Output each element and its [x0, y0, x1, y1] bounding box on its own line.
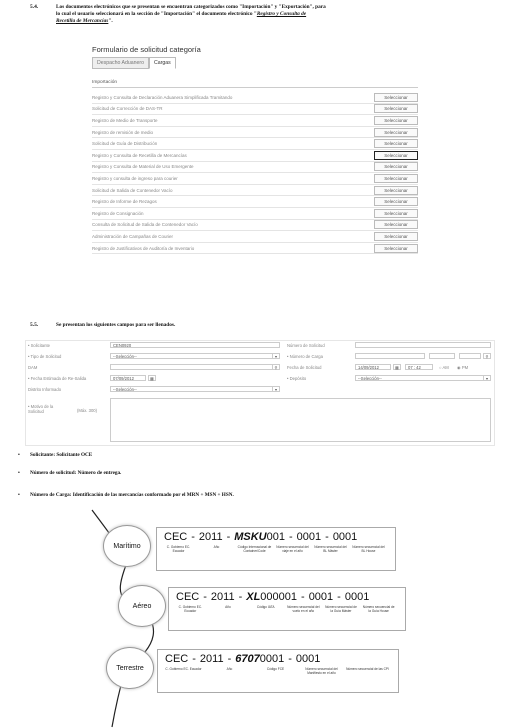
tab-despacho-aduanero[interactable]: Despacho Aduanero	[92, 57, 149, 69]
section-number-54: 5.4.	[30, 4, 39, 10]
document-type-label: Registro de Justificativos de Auditoría de Inventario	[92, 245, 195, 251]
list-item	[92, 150, 418, 162]
cargo-code-part: -	[192, 653, 196, 665]
motivo-textarea[interactable]	[110, 398, 491, 442]
cargo-code-part: 001	[266, 531, 285, 543]
cargo-code-caption: Código IATA	[256, 605, 275, 609]
document-type-label: Registro y Consulta de Material de Uso Emergente	[92, 164, 194, 170]
document-type-label: Registro de Informe de Rezagos	[92, 199, 157, 205]
pm-radio[interactable]: ◉ PM	[457, 365, 469, 370]
dam-field[interactable]	[110, 364, 280, 370]
solicitante-label: • Solicitante	[28, 343, 50, 348]
select-button[interactable]: Seleccionar	[374, 174, 418, 183]
numero-carga-field-2[interactable]	[429, 353, 455, 359]
cargo-code-caption: Año	[226, 667, 233, 671]
cargo-code-part: 0001	[332, 531, 358, 543]
bullet-numero-carga: • Número de Carga: Identificación de las mercancías conformado por el MRN + MSN + HSN.	[18, 492, 234, 498]
list-item	[92, 127, 418, 139]
para-line-1: Los documentos electrónicos que se presentan se encuentran categorizados como "Importación" y "Exportación", para	[56, 4, 326, 10]
list-item	[92, 196, 418, 208]
document-type-label: Registro y Consulta de Recetilla de Mercancías	[92, 152, 187, 158]
bullet-numero-solicitud: • Número de solicitud: Número de entrega.	[18, 470, 122, 476]
cargo-code-part: -	[191, 531, 195, 543]
cargo-code-part: -	[325, 531, 329, 543]
transport-mode-label: Terrestre	[106, 647, 154, 689]
numero-carga-field-3[interactable]	[459, 353, 481, 359]
list-item	[92, 185, 418, 197]
cargo-code	[176, 591, 369, 603]
cargo-code-part: 0001	[296, 531, 322, 543]
cargo-code	[165, 653, 320, 665]
fecha-solicitud-field[interactable]: 14/09/2012	[355, 364, 391, 370]
document-type-label: Solicitud de Corrección de DAS-TR	[92, 106, 163, 112]
cargo-code-part: -	[301, 591, 305, 603]
cargo-code-part: 6707	[235, 653, 260, 665]
numero-solicitud-label: Número de Solicitud	[287, 343, 325, 348]
cargo-code-part: CEC	[165, 653, 189, 665]
cargo-code-part: -	[203, 591, 207, 603]
cargo-number-diagram	[0, 505, 508, 728]
cargo-code-part: 2011	[199, 653, 224, 665]
list-item	[92, 138, 418, 150]
tipo-solicitud-select[interactable]: --Selección--	[110, 353, 280, 359]
fecha-salida-label: • Fecha Estimada de Re-Salida	[28, 376, 87, 381]
cargo-code-caption: Número secuencial de las CPI	[346, 667, 389, 671]
calendar-icon[interactable]: ▦	[393, 364, 401, 370]
list-item	[92, 104, 418, 116]
deposito-select[interactable]: --Selección--	[355, 375, 491, 381]
section-55-text: Se presentan los siguientes campos para ser llenados.	[56, 322, 176, 328]
cargo-code-part: 0001	[344, 591, 370, 603]
cargo-code-caption: Número secuencial del BL House	[352, 545, 385, 553]
select-button[interactable]: Seleccionar	[374, 232, 418, 241]
list-item	[92, 115, 418, 127]
cargo-code-caption: Año	[213, 545, 220, 549]
search-icon[interactable]: ⚲	[272, 364, 280, 370]
para-line-3: Recetilla de Mercancías".	[56, 18, 113, 24]
request-form	[25, 340, 495, 446]
select-button[interactable]: Seleccionar	[374, 244, 418, 253]
motivo-label: • Motivo de la Solicitud	[28, 404, 54, 414]
document-type-label: Administración de Campañas de Courier	[92, 233, 174, 239]
deposito-label: • Depósito	[287, 376, 307, 381]
am-radio[interactable]: ○ AM	[439, 365, 449, 370]
select-button[interactable]: Seleccionar	[374, 151, 418, 160]
chevron-down-icon[interactable]: ▾	[272, 353, 280, 359]
fecha-salida-field[interactable]: 07/09/2012	[110, 375, 146, 381]
select-button[interactable]: Seleccionar	[374, 139, 418, 148]
distrito-select[interactable]: --Selección--	[110, 386, 280, 392]
document-type-label: Registro de Medio de Transporte	[92, 117, 158, 123]
list-item	[92, 220, 418, 232]
document-list	[92, 92, 418, 254]
list-item	[92, 92, 418, 104]
transport-mode-label: Marítimo	[103, 525, 151, 567]
document-type-label: Solicitud de Salida de Contenedor Vacío	[92, 187, 173, 193]
select-button[interactable]: Seleccionar	[374, 162, 418, 171]
cargo-code-caption: C. Gobierno EC. Ecuador	[166, 545, 191, 553]
section-importacion: Importación	[92, 80, 418, 88]
cargo-code-part: 2011	[210, 591, 235, 603]
cargo-code-caption: Código FCE	[266, 667, 285, 671]
numero-solicitud-field[interactable]	[355, 342, 491, 348]
cargo-code-part: -	[226, 531, 231, 543]
cargo-code-part: -	[238, 591, 243, 603]
document-type-label: Consulta de Solicitud de Salida de Contenedor Vacío	[92, 222, 198, 228]
bullet-solicitante: • Solicitante: Solicitante OCE	[18, 452, 93, 458]
select-button[interactable]: Seleccionar	[374, 128, 418, 137]
document-type-label: Registro de remisión de medio	[92, 129, 154, 135]
cargo-code-part: CEC	[176, 591, 200, 603]
chevron-down-icon[interactable]: ▾	[272, 386, 280, 392]
document-link[interactable]: Registro y Consulta de	[256, 11, 307, 17]
cargo-code-caption: Número secuencial del Manifiesto en el año	[305, 667, 338, 675]
document-type-label: Registro de Consignación	[92, 210, 144, 216]
cargo-code-part: -	[288, 653, 292, 665]
cargo-code-part: CEC	[164, 531, 188, 543]
cargo-code-caption: C. Gobierno EC. Ecuador	[165, 667, 202, 671]
cargo-code-part: 000001	[260, 591, 298, 603]
select-button[interactable]: Seleccionar	[374, 104, 418, 113]
select-button[interactable]: Seleccionar	[374, 93, 418, 102]
search-icon[interactable]: ⚲	[483, 353, 491, 359]
cargo-code-part: 0001	[308, 591, 334, 603]
cargo-code-part: -	[288, 531, 293, 543]
cargo-code-caption: Número secuencial de la Guía Máster	[325, 605, 357, 613]
cargo-code-caption: Número secuencial del vuelo en el año	[287, 605, 320, 613]
chevron-down-icon[interactable]: ▾	[483, 375, 491, 381]
form-title: Formulario de solicitud categoría	[92, 45, 201, 54]
distrito-label: Distrito Informado	[28, 387, 62, 392]
cargo-code-caption: C. Gobierno EC. Ecuador	[178, 605, 203, 613]
cargo-code-caption: Número secuencial de la Guía House	[362, 605, 395, 613]
document-link-cont[interactable]: Recetilla de Mercancías	[56, 18, 109, 24]
transport-mode-label: Aéreo	[118, 585, 166, 627]
time-field[interactable]: 07 : 42	[405, 364, 433, 370]
cargo-code-part: 0001	[295, 653, 321, 665]
cargo-code-part: XL	[246, 591, 261, 603]
dam-label: DAM	[28, 365, 38, 370]
solicitante-field[interactable]: CEN0920	[110, 342, 280, 348]
cargo-code-part: 2011	[198, 531, 223, 543]
cargo-code-part: -	[227, 653, 232, 665]
select-button[interactable]: Seleccionar	[374, 116, 418, 125]
select-button[interactable]: Seleccionar	[374, 197, 418, 206]
form-tabs	[92, 57, 176, 69]
cargo-code-caption: Número secuencial del BL Máster	[314, 545, 347, 553]
list-item	[92, 173, 418, 185]
cargo-code-part: -	[337, 591, 341, 603]
cargo-code-caption: Número secuencial del viaje en el año	[276, 545, 309, 553]
motivo-counter: (Máx. 300)	[77, 408, 98, 413]
list-item	[92, 243, 418, 255]
calendar-icon[interactable]: ▦	[148, 375, 156, 381]
numero-carga-label: • Número de Carga	[287, 354, 323, 359]
list-item	[92, 231, 418, 243]
document-type-label: Registro y Consulta de Declaración Aduanera Simplificada Tramitando	[92, 94, 233, 100]
tipo-solicitud-label: • Tipo de Solicitud	[28, 354, 62, 359]
cargo-code-part: 0001	[259, 653, 285, 665]
document-type-label: Solicitud de Guía de Distribución	[92, 141, 158, 147]
cargo-code	[164, 531, 357, 543]
para-line-2: lo cual el usuario seleccionará en la sección de "Importación" el documento electrónico "Registro y Consulta de	[56, 11, 307, 17]
select-button[interactable]: Seleccionar	[374, 186, 418, 195]
cargo-code-caption: Código Internacional de Container/Code	[237, 545, 272, 553]
tab-cargas[interactable]: Cargas	[149, 57, 176, 69]
list-item	[92, 208, 418, 220]
section-54-paragraph	[56, 4, 496, 25]
select-button[interactable]: Seleccionar	[374, 220, 418, 229]
document-type-label: Registro y consulta de ingreso para courier	[92, 175, 178, 181]
cargo-code-part: MSKU	[234, 531, 267, 543]
fecha-solicitud-label: Fecha de Solicitud	[287, 365, 322, 370]
section-number-55: 5.5.	[30, 322, 39, 328]
numero-carga-field-1[interactable]	[355, 353, 425, 359]
list-item	[92, 162, 418, 174]
cargo-code-caption: Año	[225, 605, 231, 609]
select-button[interactable]: Seleccionar	[374, 209, 418, 218]
